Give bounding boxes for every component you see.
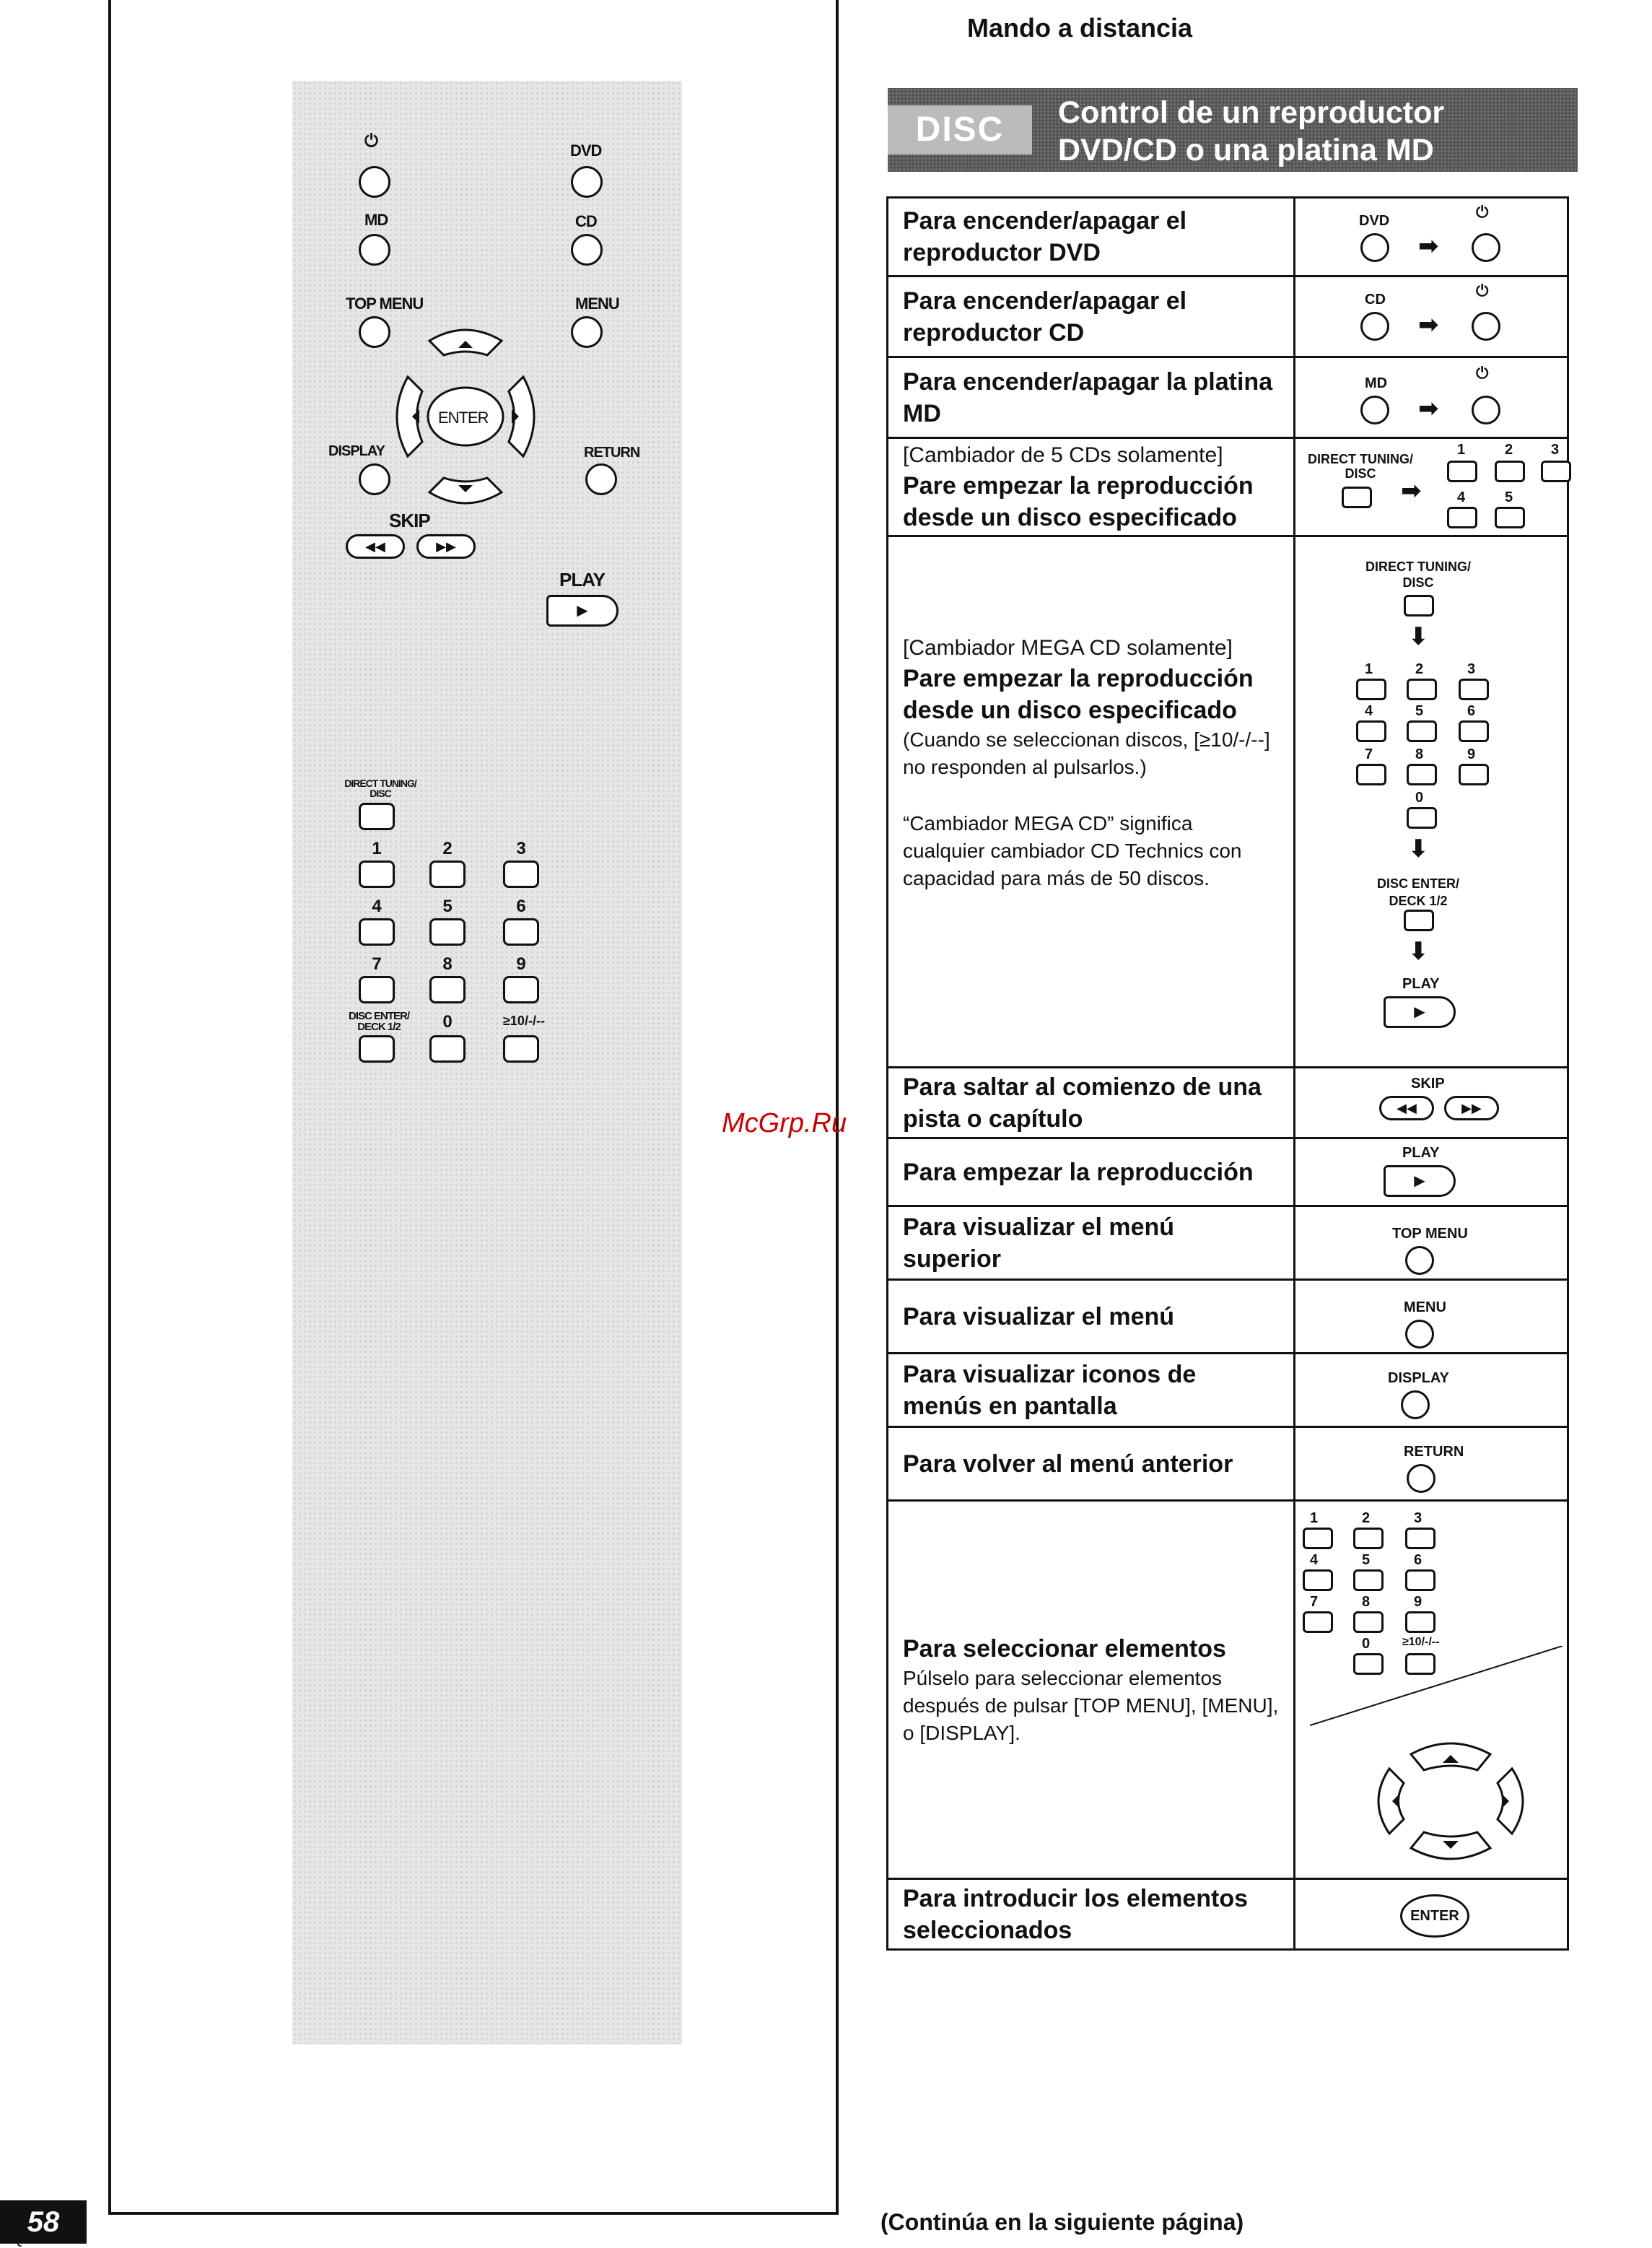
num-1-button-icon	[1303, 1528, 1333, 1549]
remote-disc-enter-label: DISC ENTER/ DECK 1/2	[348, 1010, 409, 1033]
remote-num-2-label: 2	[442, 839, 453, 858]
table-row	[886, 1880, 1569, 1951]
play-button: ▶	[546, 595, 619, 627]
play-label: PLAY	[1402, 1145, 1440, 1161]
remote-num-8-label: 8	[442, 954, 453, 974]
num-1-label: 1	[1365, 661, 1373, 677]
row-text: Para empezar la reproducción	[903, 1158, 1254, 1186]
power-icon: ⏻	[1476, 364, 1489, 382]
num-5-label: 5	[1415, 703, 1424, 719]
power-button-icon	[1472, 233, 1500, 262]
remote-num-6-label: 6	[516, 897, 526, 916]
skip-back-button-icon: ◀◀	[1379, 1096, 1434, 1120]
num-2-button-icon	[1495, 461, 1525, 482]
row-text: Para volver al menú anterior	[903, 1450, 1233, 1478]
play-label: PLAY	[1402, 976, 1440, 992]
ten-plus-button	[503, 1035, 539, 1063]
ten-plus-label: ≥10/-/--	[1402, 1636, 1440, 1648]
row-definition: “Cambiador MEGA CD” significa cualquier cambiador CD Technics con capacidad para más de 50 discos.	[903, 812, 1242, 889]
remote-num-3-label: 3	[516, 839, 526, 858]
model-number: RQT5858	[0, 2229, 69, 2247]
play-button-icon: ▶	[1384, 1165, 1456, 1197]
num-4-label: 4	[1457, 489, 1466, 505]
direct-tuning-button-icon	[1404, 595, 1434, 617]
num-8-label: 8	[1362, 1594, 1371, 1610]
table-row	[886, 277, 1569, 358]
remote-cd-label: CD	[575, 212, 597, 230]
page-number: 58	[0, 2200, 87, 2244]
table-row	[886, 1502, 1569, 1880]
md-button	[359, 234, 390, 266]
row-text: Para visualizar iconos de menús en pantalla	[903, 1360, 1197, 1420]
num-7-label: 7	[1365, 746, 1373, 762]
banner-title	[1058, 94, 1444, 169]
remote-num-4-label: 4	[372, 897, 382, 916]
power-button-icon	[1472, 312, 1500, 341]
display-label: DISPLAY	[1388, 1370, 1449, 1386]
banner-title-line1: Control de un reproductor	[1058, 95, 1445, 130]
num-5-button-icon	[1495, 507, 1525, 528]
num-7-button-icon	[1303, 1611, 1333, 1633]
menu-label: MENU	[1404, 1299, 1446, 1315]
num-2-button-icon	[1407, 679, 1437, 700]
num-4-button	[359, 918, 395, 946]
top-menu-button-icon	[1405, 1246, 1434, 1275]
power-icon: ⏻	[364, 131, 377, 151]
arrow-down-icon: ⬇	[1408, 938, 1429, 965]
cd-button	[571, 234, 603, 266]
row-text: Para encender/apagar el reproductor CD	[903, 287, 1187, 347]
num-8-button	[429, 976, 466, 1003]
row-text: Para encender/apagar la platina MD	[903, 367, 1273, 427]
arrow-down-icon: ⬇	[1408, 623, 1429, 650]
dvd-button-icon	[1360, 233, 1389, 262]
num-0-label: 0	[1362, 1636, 1371, 1652]
remote-md-label: MD	[364, 211, 388, 229]
num-2-label: 2	[1415, 661, 1424, 677]
num-9-label: 9	[1467, 746, 1476, 762]
row-text: Para saltar al comienzo de una pista o capítulo	[903, 1073, 1262, 1133]
table-row	[886, 1354, 1569, 1428]
num-2-label: 2	[1362, 1510, 1371, 1526]
watermark: McGrp.Ru	[722, 1108, 847, 1138]
num-3-label: 3	[1551, 442, 1560, 458]
num-0-button-icon	[1407, 807, 1437, 829]
num-1-button-icon	[1356, 679, 1386, 700]
num-8-button-icon	[1407, 764, 1437, 785]
num-1-button-icon	[1447, 461, 1477, 482]
num-2-button-icon	[1353, 1528, 1384, 1549]
num-5-button	[429, 918, 466, 946]
display-button	[359, 463, 390, 495]
disc-enter-label: DISC ENTER/ DECK 1/2	[1376, 876, 1459, 908]
dvd-label: DVD	[1359, 213, 1390, 229]
num-1-button	[359, 861, 395, 888]
remote-num-0-label: 0	[442, 1012, 453, 1032]
table-row	[886, 1139, 1569, 1207]
top-menu-label: TOP MENU	[1392, 1226, 1468, 1242]
num-3-button-icon	[1541, 461, 1571, 482]
power-button-icon	[1472, 396, 1500, 424]
num-5-button-icon	[1353, 1569, 1384, 1591]
remote-num-5-label: 5	[442, 897, 453, 916]
table-row	[886, 1428, 1569, 1502]
skip-forward-button: ▶▶	[416, 534, 476, 559]
num-8-label: 8	[1415, 746, 1424, 762]
return-label: RETURN	[1404, 1444, 1464, 1460]
table-row	[886, 358, 1569, 439]
row-small-text: Púlselo para seleccionar elementos después de pulsar [TOP MENU], [MENU], o [DISPLAY].	[903, 1666, 1279, 1744]
num-6-button-icon	[1405, 1569, 1435, 1591]
table-row	[886, 537, 1569, 1068]
num-3-label: 3	[1467, 661, 1476, 677]
table-row	[886, 1068, 1569, 1139]
direct-tuning-label: DIRECT TUNING/ DISC	[1308, 452, 1413, 481]
remote-ten-plus-label: ≥10/-/--	[503, 1014, 545, 1028]
row-text: Para visualizar el menú	[903, 1302, 1175, 1330]
remote-num-7-label: 7	[372, 954, 382, 974]
power-icon: ⏻	[1476, 282, 1489, 300]
menu-button-icon	[1405, 1320, 1434, 1349]
table-row	[886, 1207, 1569, 1281]
row-small-text: (Cuando se seleccionan discos, [≥10/-/--] no responden al pulsarlos.)	[903, 728, 1270, 778]
num-2-button	[429, 861, 466, 888]
remote-control-illustration	[292, 81, 682, 2044]
num-6-button	[503, 918, 539, 946]
remote-enter-label: ENTER	[438, 409, 489, 427]
arrow-right-icon: ➡	[1418, 395, 1439, 422]
num-9-button-icon	[1459, 764, 1489, 785]
num-1-label: 1	[1310, 1510, 1319, 1526]
num-9-label: 9	[1414, 1594, 1422, 1610]
banner-title-line2: DVD/CD o una platina MD	[1058, 133, 1434, 167]
num-3-button-icon	[1459, 679, 1489, 700]
power-button	[359, 166, 390, 198]
skip-label: SKIP	[1411, 1076, 1445, 1092]
num-6-label: 6	[1414, 1552, 1422, 1568]
num-7-button	[359, 976, 395, 1003]
menu-button	[571, 316, 603, 348]
num-9-button-icon	[1405, 1611, 1435, 1633]
num-4-button-icon	[1356, 720, 1386, 742]
num-4-button-icon	[1303, 1569, 1333, 1591]
return-button-icon	[1407, 1464, 1435, 1493]
num-2-label: 2	[1505, 442, 1513, 458]
remote-play-label: PLAY	[559, 569, 605, 591]
num-4-label: 4	[1310, 1552, 1319, 1568]
num-6-label: 6	[1467, 703, 1476, 719]
table-row	[886, 439, 1569, 537]
num-4-label: 4	[1365, 703, 1373, 719]
row-text: Pare empezar la reproducción desde un disco especificado	[903, 665, 1254, 724]
banner	[888, 88, 1578, 172]
num-3-label: 3	[1414, 1510, 1422, 1526]
remote-dvd-label: DVD	[570, 141, 602, 160]
remote-menu-label: MENU	[575, 295, 619, 313]
return-button	[585, 463, 617, 495]
row-note: [Cambiador MEGA CD solamente]	[903, 636, 1233, 660]
disc-tag: DISC	[888, 105, 1032, 154]
direct-tuning-button	[359, 803, 395, 830]
num-0-label: 0	[1415, 790, 1424, 806]
skip-forward-button-icon: ▶▶	[1444, 1096, 1499, 1120]
num-9-button	[503, 976, 539, 1003]
disc-enter-button-icon	[1404, 910, 1434, 931]
display-button-icon	[1401, 1390, 1430, 1419]
play-button-icon: ▶	[1384, 996, 1456, 1028]
arrow-right-icon: ➡	[1418, 311, 1439, 339]
remote-direct-tuning-label: DIRECT TUNING/ DISC	[344, 777, 416, 799]
table-row	[886, 1281, 1569, 1354]
arrow-right-icon: ➡	[1418, 232, 1439, 260]
num-5-label: 5	[1362, 1552, 1371, 1568]
row-text: Para introducir los elementos seleccionados	[903, 1884, 1249, 1944]
num-3-button	[503, 861, 539, 888]
section-title: Mando a distancia	[967, 13, 1193, 43]
direct-tuning-label: DIRECT TUNING/ DISC	[1365, 559, 1471, 590]
table-row	[886, 196, 1569, 277]
row-text: Para visualizar el menú superior	[903, 1213, 1175, 1273]
num-8-button-icon	[1353, 1611, 1384, 1633]
disc-enter-button	[359, 1035, 395, 1063]
num-4-button-icon	[1447, 507, 1477, 528]
row-text: Para encender/apagar el reproductor DVD	[903, 207, 1187, 266]
dvd-button	[571, 166, 603, 198]
cd-label: CD	[1365, 292, 1386, 308]
num-7-label: 7	[1310, 1594, 1319, 1610]
remote-num-1-label: 1	[372, 839, 382, 858]
remote-top-menu-label: TOP MENU	[346, 295, 424, 313]
num-7-button-icon	[1356, 764, 1386, 785]
arrow-down-icon: ⬇	[1408, 835, 1429, 863]
cursor-pad-icon	[1310, 1646, 1570, 1870]
continued-note: (Continúa en la siguiente página)	[880, 2209, 1244, 2235]
direct-tuning-button-icon	[1342, 487, 1372, 508]
num-5-label: 5	[1505, 489, 1513, 505]
num-1-label: 1	[1457, 442, 1466, 458]
remote-skip-label: SKIP	[389, 510, 430, 531]
arrow-right-icon: ➡	[1401, 477, 1422, 505]
remote-display-label: DISPLAY	[328, 443, 385, 459]
cd-button-icon	[1360, 312, 1389, 341]
num-0-button	[429, 1035, 466, 1063]
power-icon: ⏻	[1476, 203, 1489, 221]
md-label: MD	[1365, 375, 1388, 391]
remote-num-9-label: 9	[516, 954, 526, 974]
num-6-button-icon	[1459, 720, 1489, 742]
skip-back-button: ◀◀	[346, 534, 405, 559]
row-text: Pare empezar la reproducción desde un disco especificado	[903, 471, 1254, 531]
enter-button-icon: ENTER	[1400, 1894, 1469, 1938]
md-button-icon	[1360, 396, 1389, 424]
row-note: [Cambiador de 5 CDs solamente]	[903, 443, 1223, 467]
row-text: Para seleccionar elementos	[903, 1634, 1226, 1663]
num-3-button-icon	[1405, 1528, 1435, 1549]
num-5-button-icon	[1407, 720, 1437, 742]
remote-return-label: RETURN	[584, 445, 640, 461]
